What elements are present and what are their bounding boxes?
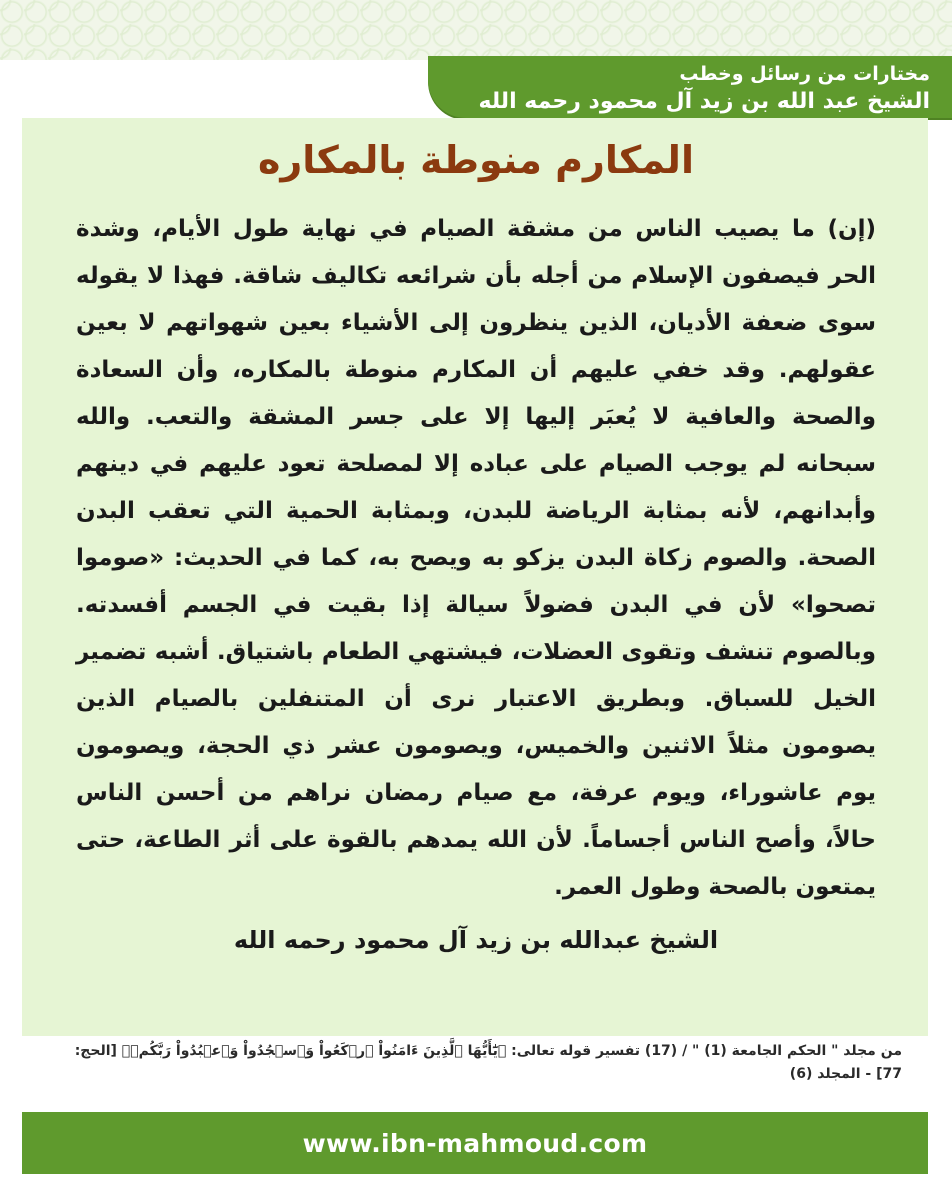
series-title: مختارات من رسائل وخطب bbox=[679, 63, 930, 85]
website-link[interactable]: www.ibn-mahmoud.com bbox=[302, 1129, 648, 1158]
article-body: (إن) ما يصيب الناس من مشقة الصيام في نهاية طول الأيام، وشدة الحر فيصفون الإسلام من أجله بأن شرائعه تكاليف شاقة. فهذا لا يقوله سوى ضعفة الأديان، الذين ينظرون إلى الأشياء بعين شهواتهم لا بعين عقولهم. وقد خفي عليهم أن المكارم منوطة بالمكاره، وأن السعادة والصحة والعافية لا يُعبَر إليها إلا على جسر المشقة والتعب. والله سبحانه لم يوجب الصيام على عباده إلا لمصلحة تعود عليهم في دينهم وأبدانهم، لأنه بمثابة الرياضة للبدن، وبمثابة الحمية التي تعقب البدن الصحة. والصوم زكاة البدن يزكو به ويصح به، كما في الحديث: «صوموا تصحوا» لأن في البدن فضولاً سيالة إذا بقيت في الجسم أفسدته. وبالصوم تنشف وتقوى العضلات، فيشتهي الطعام باشتياق. أشبه تضمير الخيل للسباق. وبطريق الاعتبار نرى أن المتنفلين بالصيام الذين يصومون مثلاً الاثنين والخميس، ويصومون عشر ذي الحجة، ويصومون يوم عاشوراء، ويوم عرفة، مع صيام رمضان نراهم من أحسن الناس حالاً، وأصح الناس أجساماً. لأن الله يمدهم بالقوة على أثر الطاعة، حتى يمتعون بالصحة وطول العمر. bbox=[76, 216, 876, 900]
header-text bbox=[450, 60, 930, 116]
footer-bar bbox=[22, 1112, 928, 1174]
header-banner bbox=[428, 56, 952, 118]
source-reference: من مجلد " الحكم الجامعة (1) " / (17) تفسير قوله تعالى: ﴿يَٰٓأَيُّهَا ٱلَّذِينَ ءَامَنُواْ ٱرۡكَعُواْ وَٱسۡجُدُواْ وَٱعۡبُدُواْ رَبَّكُمۡ﴾ [الحج: 77] - المجلد (6) bbox=[74, 1043, 902, 1082]
author-signature: الشيخ عبدالله بن زيد آل محمود رحمه الله bbox=[233, 926, 719, 954]
decorative-pattern bbox=[0, 0, 952, 60]
article-title: المكارم منوطة بالمكاره bbox=[258, 138, 694, 182]
author-name: الشيخ عبد الله بن زيد آل محمود رحمه الله bbox=[478, 89, 930, 114]
